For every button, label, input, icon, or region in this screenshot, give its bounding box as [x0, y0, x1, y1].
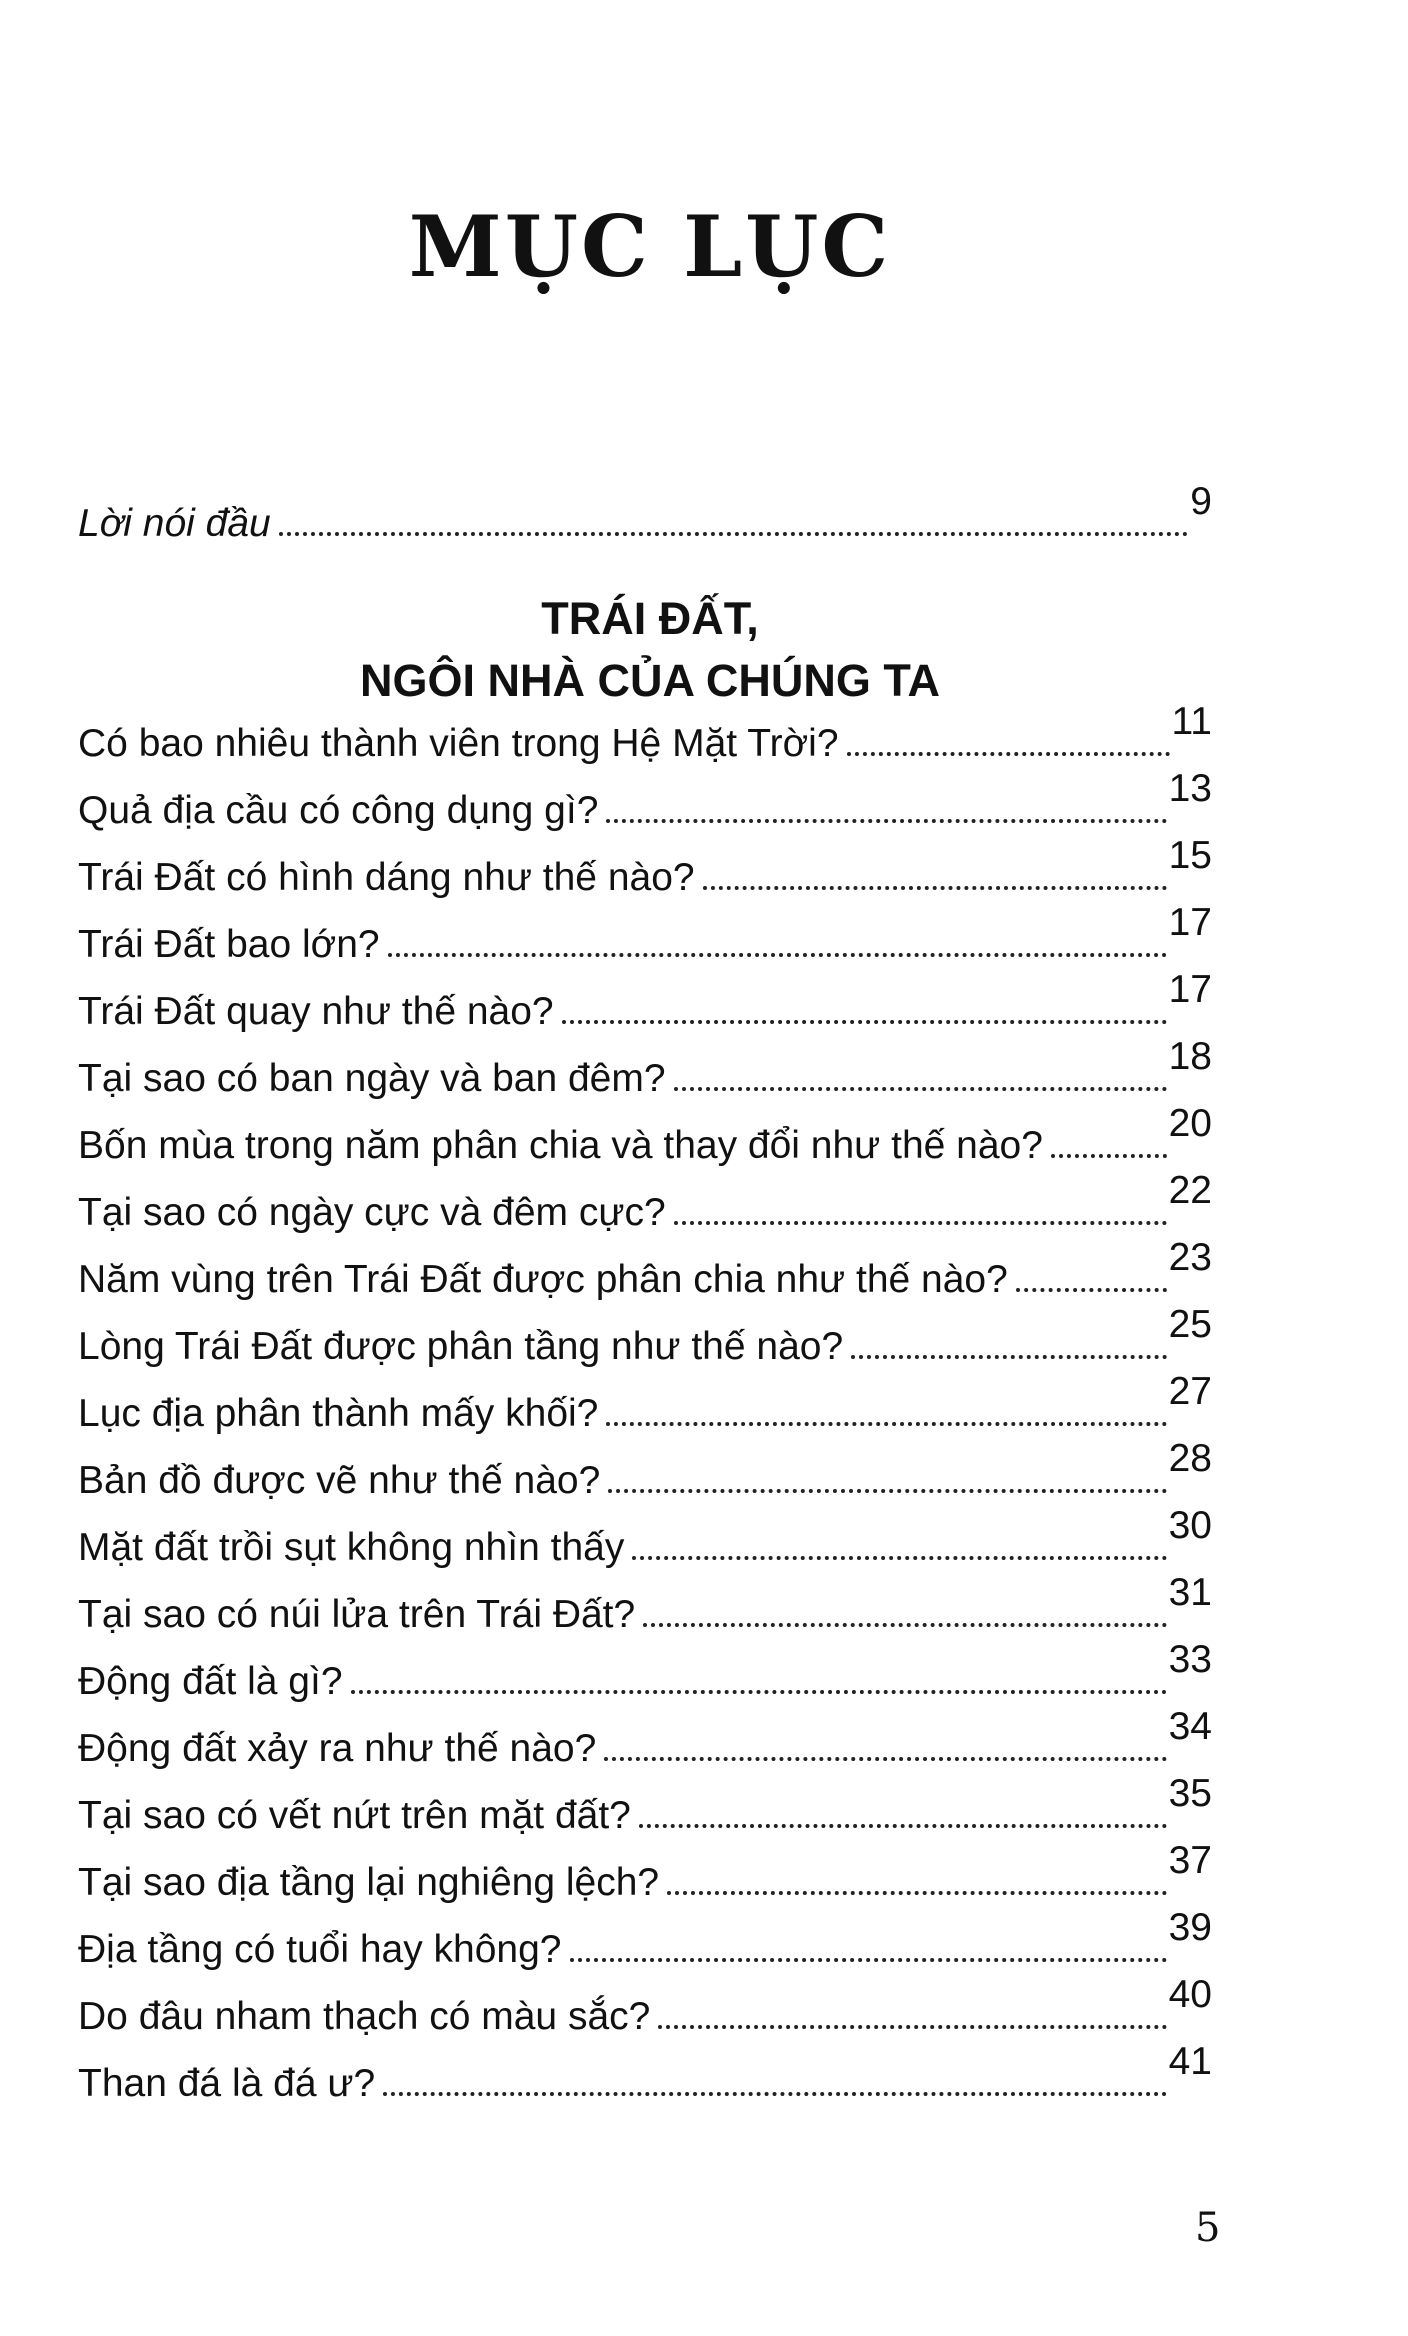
- toc-entry-label: Địa tầng có tuổi hay không?: [78, 1928, 562, 1971]
- toc-entry: [78, 700, 1212, 768]
- toc-entry: [78, 1638, 1212, 1706]
- toc-entry-label: Tại sao có ngày cực và đêm cực?: [78, 1191, 666, 1234]
- toc-entry-label: Năm vùng trên Trái Đất được phân chia như thế nào?: [78, 1258, 1008, 1301]
- dot-leader: [606, 819, 1166, 823]
- toc-entry: [78, 767, 1212, 835]
- toc-entry-preface: [78, 480, 1212, 548]
- toc-page-number: 9: [1190, 480, 1212, 523]
- toc-page-number: 25: [1168, 1303, 1212, 1346]
- dot-leader: [703, 886, 1167, 890]
- toc-entry: [78, 901, 1212, 969]
- toc-entry-label: Trái Đất quay như thế nào?: [78, 990, 554, 1033]
- toc-entry-label: Mặt đất trồi sụt không nhìn thấy: [78, 1526, 625, 1569]
- toc-page-number: 17: [1168, 901, 1212, 944]
- toc-page-number: 22: [1168, 1169, 1212, 1212]
- toc-entry: [78, 1437, 1212, 1505]
- dot-leader: [667, 1891, 1167, 1895]
- toc-entry: [78, 1705, 1212, 1773]
- toc-page-number: 11: [1171, 700, 1212, 743]
- toc-page-number: 28: [1168, 1437, 1212, 1480]
- toc-entry: [78, 1571, 1212, 1639]
- toc-page-number: 39: [1168, 1906, 1212, 1949]
- toc-entry: [78, 968, 1212, 1036]
- toc-page-number: 23: [1168, 1236, 1212, 1279]
- toc-entry: [78, 1772, 1212, 1840]
- dot-leader: [606, 1422, 1166, 1426]
- dot-leader: [383, 2092, 1166, 2096]
- toc-page-number: 37: [1168, 1839, 1212, 1882]
- dot-leader: [604, 1757, 1166, 1761]
- toc-entry-label: Tại sao địa tầng lại nghiêng lệch?: [78, 1861, 660, 1904]
- dot-leader: [674, 1087, 1167, 1091]
- page-title: MỤC LỤC: [408, 197, 892, 296]
- toc-page-number: 30: [1168, 1504, 1212, 1547]
- section-heading-line-2: NGÔI NHÀ CỦA CHÚNG TA: [360, 655, 940, 706]
- toc-entry: [78, 834, 1212, 902]
- dot-leader: [639, 1824, 1167, 1828]
- toc-page-number: 20: [1168, 1102, 1212, 1145]
- dot-leader: [674, 1221, 1167, 1225]
- toc-entry-label: Quả địa cầu có công dụng gì?: [78, 789, 599, 832]
- toc-entry: [78, 1906, 1212, 1974]
- section-heading-line-1: TRÁI ĐẤT,: [541, 593, 759, 644]
- toc-entry-label: Than đá là đá ư?: [78, 2062, 376, 2105]
- dot-leader: [279, 532, 1189, 536]
- toc-entry: [78, 1370, 1212, 1438]
- toc-entry-label: Bốn mùa trong năm phân chia và thay đổi như thế nào?: [78, 1124, 1043, 1167]
- dot-leader: [388, 953, 1167, 957]
- toc-entry-label: Trái Đất bao lớn?: [78, 923, 380, 966]
- toc-entry: [78, 1839, 1212, 1907]
- toc-page-number: 15: [1168, 834, 1212, 877]
- page-folio-number: 5: [1195, 2205, 1221, 2251]
- toc-entry-label: Tại sao có ban ngày và ban đêm?: [78, 1057, 666, 1100]
- toc-entry: [78, 1035, 1212, 1103]
- toc-page-number: 35: [1168, 1772, 1212, 1815]
- toc-entry: [78, 1504, 1212, 1572]
- toc-entry-label: Lòng Trái Đất được phân tầng như thế nào?: [78, 1325, 844, 1368]
- toc-entry: [78, 1169, 1212, 1237]
- toc-page-number: 40: [1168, 1973, 1212, 2016]
- toc-entry-label: Trái Đất có hình dáng như thế nào?: [78, 856, 695, 899]
- dot-leader: [562, 1020, 1167, 1024]
- dot-leader: [608, 1489, 1166, 1493]
- dot-leader: [851, 1355, 1166, 1359]
- dot-leader: [632, 1556, 1166, 1560]
- toc-entry-label: Tại sao có núi lửa trên Trái Đất?: [78, 1593, 636, 1636]
- section-heading: [150, 588, 1150, 712]
- dot-leader: [351, 1690, 1167, 1694]
- toc-entry-label: Tại sao có vết nứt trên mặt đất?: [78, 1794, 631, 1837]
- toc-entry-label: Lời nói đầu: [78, 502, 271, 545]
- toc-entry: [78, 2040, 1212, 2108]
- toc-page-number: 34: [1168, 1705, 1212, 1748]
- toc-page-number: 13: [1168, 767, 1212, 810]
- dot-leader: [1016, 1288, 1167, 1292]
- toc-page-number: 27: [1168, 1370, 1212, 1413]
- toc-entry-label: Do đâu nham thạch có màu sắc?: [78, 1995, 651, 2038]
- toc-entry: [78, 1236, 1212, 1304]
- dot-leader: [643, 1623, 1166, 1627]
- toc-page-number: 33: [1168, 1638, 1212, 1681]
- toc-page-number: 41: [1168, 2040, 1212, 2083]
- toc-entry: [78, 1973, 1212, 2041]
- toc-page-number: 18: [1168, 1035, 1212, 1078]
- dot-leader: [658, 2025, 1166, 2029]
- toc-entry-label: Lục địa phân thành mấy khối?: [78, 1392, 599, 1435]
- toc-entry-label: Động đất là gì?: [78, 1660, 343, 1703]
- toc-page-number: 31: [1168, 1571, 1212, 1614]
- toc-entry: [78, 1303, 1212, 1371]
- toc-page-number: 17: [1168, 968, 1212, 1011]
- dot-leader: [570, 1958, 1167, 1962]
- toc-entry-label: Động đất xảy ra như thế nào?: [78, 1727, 597, 1770]
- toc-entry: [78, 1102, 1212, 1170]
- toc-entry-label: Bản đồ được vẽ như thế nào?: [78, 1459, 601, 1502]
- toc-entry-label: Có bao nhiêu thành viên trong Hệ Mặt Trời?: [78, 722, 839, 765]
- dot-leader: [847, 752, 1170, 756]
- dot-leader: [1051, 1154, 1167, 1158]
